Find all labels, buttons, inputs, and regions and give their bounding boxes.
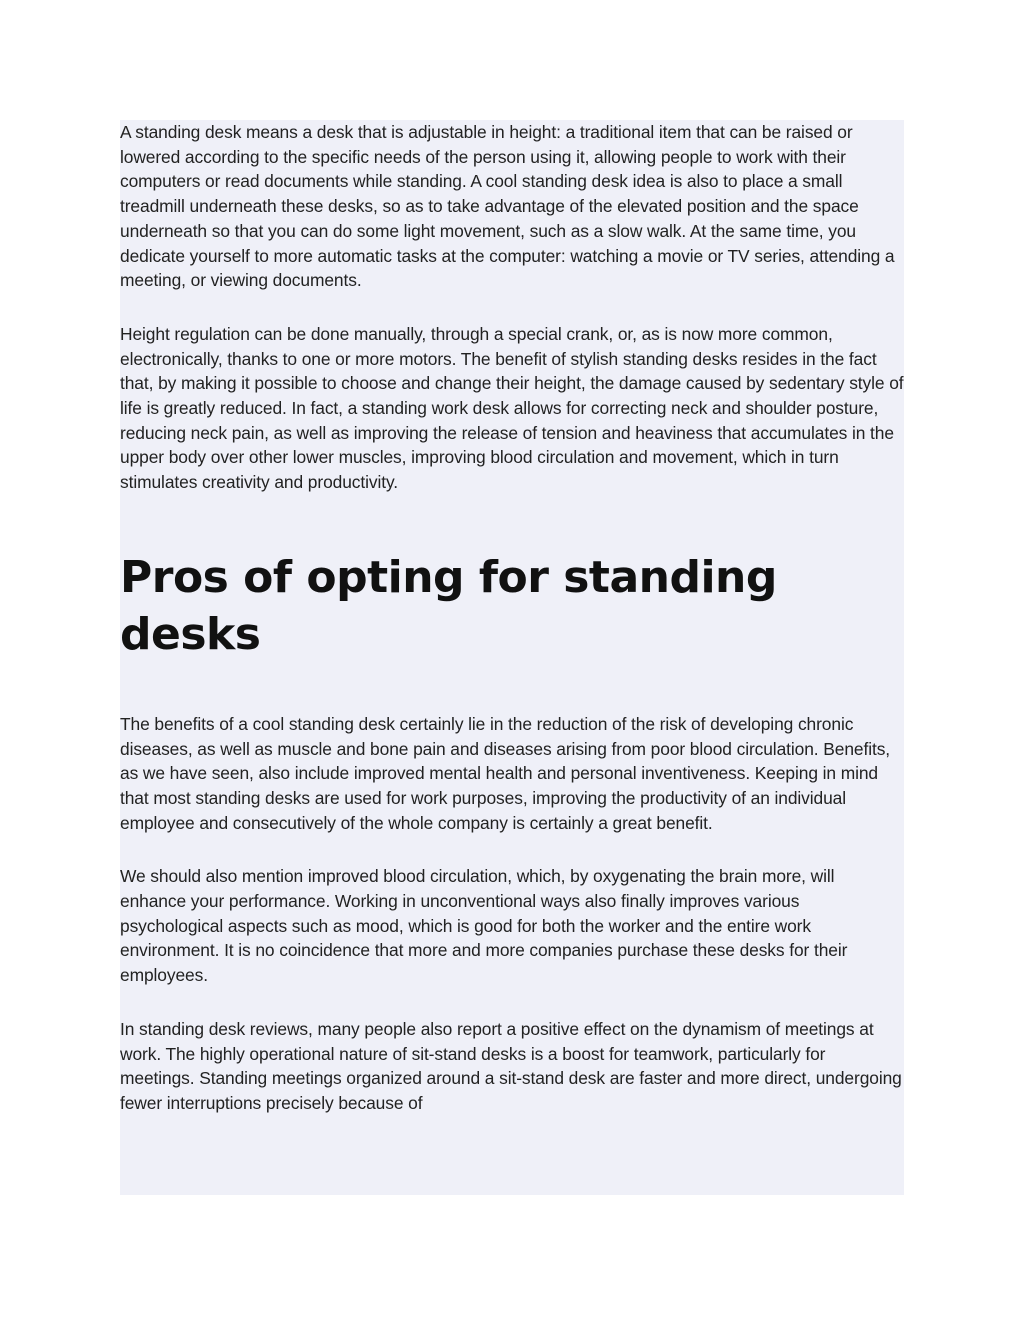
article-paragraph-benefits: The benefits of a cool standing desk certainly lie in the reduction of the risk of developing chronic diseases, as well as muscle and bone pain and diseases arising from poor blood circulation. Benefits, as we have seen, also include improved mental health and personal inventiveness. Keeping in mind that most standing desks are used for work purposes, improving the productivity of an individual employee and consecutively of the whole company is certainly a great benefit. [120,713,891,833]
article-content [120,120,904,1195]
section-heading: Pros of opting for standing desks [120,551,777,660]
article-paragraph-circulation: We should also mention improved blood circulation, which, by oxygenating the brain more, will enhance your performance. Working in unconventional ways also finally improves various psychological aspects such as mood, which is good for both the worker and the entire work environment. It is no coincidence that more and more companies purchase these desks for their employees. [120,866,848,986]
article-paragraph-height-regulation: Height regulation can be done manually, through a special crank, or, as is now more common, electronically, thanks to one or more motors. The benefit of stylish standing desks resides in the fact that, by making it possible to choose and change their height, the damage caused by sedentary style of life is greatly reduced. In fact, a standing work desk allows for correcting neck and shoulder posture, reducing neck pain, as well as improving the release of tension and heaviness that accumulates in the upper body over other lower muscles, improving blood circulation and movement, which in turn stimulates creativity and productivity. [120,323,904,493]
article-paragraph-intro: A standing desk means a desk that is adjustable in height: a traditional item that can be raised or lowered according to the specific needs of the person using it, allowing people to work with their computers or read documents while standing. A cool standing desk idea is also to place a small treadmill underneath these desks, so as to take advantage of the elevated position and the space underneath so that you can do some light movement, such as a slow walk. At the same time, you dedicate yourself to more automatic tasks at the computer: watching a movie or TV series, attending a meeting, or viewing documents. [120,122,895,291]
article-paragraph-meetings: In standing desk reviews, many people also report a positive effect on the dynamism of meetings at work. The highly operational nature of sit-stand desks is a boost for teamwork, particularly for meetings. Standing meetings organized around a sit-stand desk are faster and more direct, undergoing fewer interruptions precisely because of [120,1018,902,1113]
